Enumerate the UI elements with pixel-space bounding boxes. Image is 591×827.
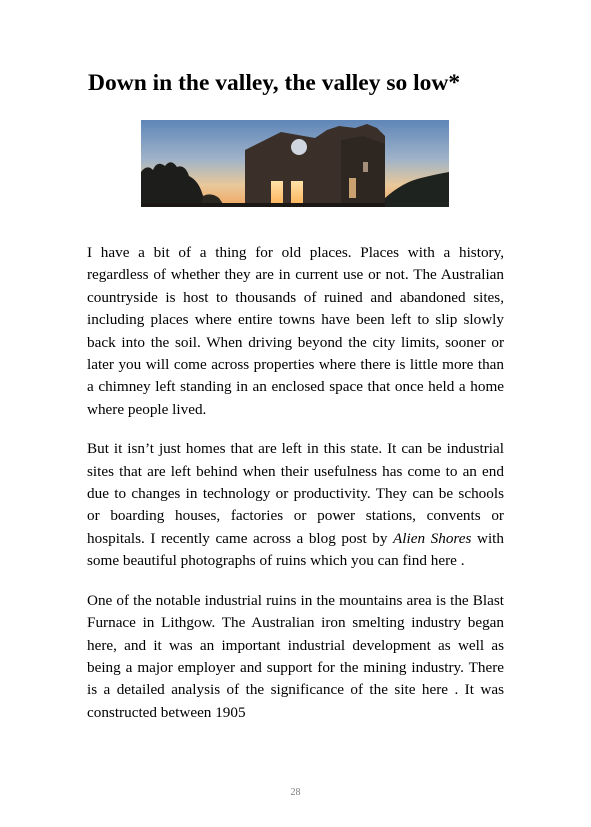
body-text — [87, 242, 504, 741]
page-number: 28 — [290, 787, 301, 798]
page-title: Down in the valley, the valley so low* — [88, 70, 461, 96]
paragraph-text-start: But it isn’t just homes that are left in this state. It can be industrial sites that are left behind when their usefulness has come to an end due to changes in technology or productivity. They can be schools or boarding houses, factories or power stations, convents or hospitals. I recently came across a blog post by — [87, 440, 504, 547]
blog-name-emphasis: Alien Shores — [393, 529, 472, 547]
ruins-photo — [141, 120, 449, 207]
blast-furnace-ruins-image — [141, 120, 449, 207]
paragraph-text-end: with some beautiful photographs of ruins which you can find here . — [87, 529, 504, 570]
paragraph-industrial-sites — [87, 438, 504, 572]
paragraph-old-places: I have a bit of a thing for old places. Places with a history, regardless of whether they are in current use or not. The Australian countryside is host to thousands of ruined and abandoned sites, including places where entire towns have been left to slip slowly back into the soil. When driving beyond the city limits, sooner or later you will come across properties where there is little more than a chimney left standing in an enclosed space that once held a home where people lived. — [87, 244, 504, 418]
paragraph-blast-furnace: One of the notable industrial ruins in the mountains area is the Blast Furnace in Lithgow. The Australian iron smelting industry began here, and it was an important industrial development as well as being a major employer and support for the mining industry. There is a detailed analysis of the significance of the site here . It was constructed between 1905 — [87, 591, 504, 721]
